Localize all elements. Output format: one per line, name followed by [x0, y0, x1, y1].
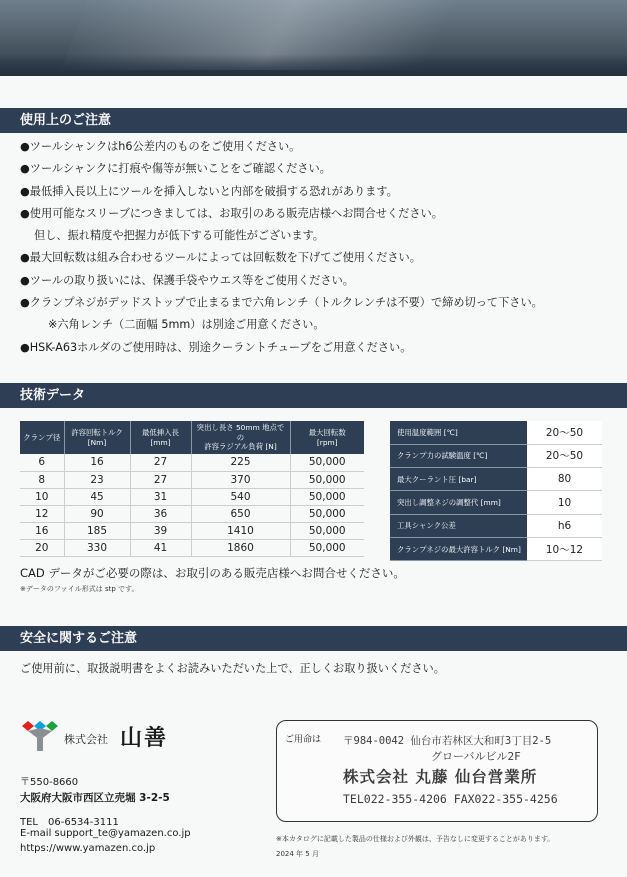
table-cell: 41: [130, 539, 191, 556]
table-cell: 50,000: [290, 471, 364, 488]
safety-text: ご使用前に、取扱説明書をよくお読みいただいた上で、正しくお取り扱いください。: [20, 662, 445, 675]
table-cell: 16: [20, 522, 64, 539]
table-cell: 50,000: [290, 488, 364, 505]
spec2-label: 使用温度範囲 [℃]: [390, 421, 527, 444]
usage-section-title: 使用上のご注意: [20, 113, 112, 128]
usage-note: ●ツールシャンクに打痕や傷等が無いことをご確認ください。: [20, 162, 331, 176]
usage-note: ●クランプネジがデッドストップで止まるまで六角レンチ（トルクレンチは不要）で締め切って下さい。: [20, 296, 543, 310]
usage-note: ●最低挿入長以上にツールを挿入しないと内部を破損する恐れがあります。: [20, 184, 398, 198]
spec2-value: h6: [527, 514, 602, 537]
table-cell: 90: [64, 505, 130, 522]
table-row: [20, 522, 364, 539]
table-row: [390, 444, 602, 467]
table-cell: 225: [191, 454, 290, 471]
spec2-value: 10: [527, 491, 602, 514]
dealer-address-line: 〒984-0042 仙台市若林区大和町3丁目2-5: [343, 735, 552, 747]
table-cell: 50,000: [290, 505, 364, 522]
cad-notice: CAD データがご必要の際は、お取引のある販売店様へお問合せください。: [20, 566, 405, 580]
table-cell: 185: [64, 522, 130, 539]
spec2-value: 20〜50: [527, 444, 602, 467]
safety-section-header: [0, 626, 627, 651]
tech-section-header: [0, 383, 627, 408]
table-cell: 27: [130, 471, 191, 488]
spec2-label: クランプ力の試験温度 [℃]: [390, 444, 527, 467]
table-row: [390, 491, 602, 514]
company-address: 大阪府大阪市西区立売堀 3-2-5: [20, 792, 170, 804]
spec-table-header-row: [20, 421, 364, 454]
spec-header: クランプ径: [20, 421, 64, 454]
spec-table: [20, 421, 364, 557]
table-cell: 650: [191, 505, 290, 522]
spec2-label: 最大クーラント圧 [bar]: [390, 468, 527, 491]
usage-notes-list: [20, 136, 620, 359]
spec2-label: 工具シャンク公差: [390, 514, 527, 537]
company-url: https://www.yamazen.co.jp: [20, 843, 156, 854]
hero-banner-image: [0, 0, 627, 76]
usage-note: 但し、振れ精度や把握力が低下する可能性がございます。: [34, 229, 324, 243]
company-name: 山善: [120, 725, 169, 751]
table-cell: 370: [191, 471, 290, 488]
dealer-stamp-box: [276, 720, 598, 822]
table-row: [20, 454, 364, 471]
table-cell: 1860: [191, 539, 290, 556]
usage-section-header: [0, 108, 627, 133]
tech-section-title: 技術データ: [20, 388, 86, 403]
table-cell: 16: [64, 454, 130, 471]
usage-note: ●ツールシャンクはh6公差内のものをご使用ください。: [20, 140, 301, 153]
table-cell: 12: [20, 505, 64, 522]
table-row: [390, 514, 602, 537]
spec2-label: 突出し調整ネジの調整代 [mm]: [390, 491, 527, 514]
spec-header: 最低挿入長 [mm]: [130, 421, 191, 454]
table-cell: 10: [20, 488, 64, 505]
table-cell: 6: [20, 454, 64, 471]
table-row: [390, 537, 602, 560]
usage-note: ●ツールの取り扱いには、保護手袋やウエス等をご使用ください。: [20, 273, 354, 287]
spec2-value: 10〜12: [527, 537, 602, 560]
yamazen-logo-icon: [20, 720, 60, 752]
table-row: [20, 488, 364, 505]
dealer-label: ご用命は: [285, 735, 322, 745]
table-cell: 50,000: [290, 522, 364, 539]
cad-file-format-note: ※データのファイル形式は stp です。: [20, 585, 139, 593]
spec2-label: クランプネジの最大許容トルク [Nm]: [390, 537, 527, 560]
table-cell: 27: [130, 454, 191, 471]
table-cell: 50,000: [290, 539, 364, 556]
table-cell: 31: [130, 488, 191, 505]
table-row: [20, 539, 364, 556]
spec-table-2: [390, 421, 602, 561]
table-cell: 540: [191, 488, 290, 505]
spec-header: 最大回転数 [rpm]: [290, 421, 364, 454]
company-tel: TEL 06-6534-3111: [20, 817, 119, 828]
company-prefix: 株式会社: [64, 733, 108, 746]
table-cell: 39: [130, 522, 191, 539]
company-postal-code: 〒550-8660: [20, 777, 79, 788]
spec-header: 突出し長さ 50mm 地点での 許容ラジアル負荷 [N]: [191, 421, 290, 454]
usage-note: ●最大回転数は組み合わせるツールによっては回転数を下げてご使用ください。: [20, 251, 421, 265]
table-row: [20, 505, 364, 522]
table-cell: 45: [64, 488, 130, 505]
usage-note: ●HSK-A63ホルダのご使用時は、別途クーラントチューブをご用意ください。: [20, 340, 412, 354]
table-row: [390, 421, 602, 444]
spec2-value: 80: [527, 468, 602, 491]
table-cell: 330: [64, 539, 130, 556]
dealer-name: 株式会社 丸藤 仙台営業所: [343, 767, 538, 786]
usage-note: ●使用可能なスリーブにつきましては、お取引のある販売店様へお問合せください。: [20, 206, 443, 220]
usage-note: ※六角レンチ（二面幅 5mm）は別途ご用意ください。: [48, 318, 325, 332]
table-cell: 50,000: [290, 454, 364, 471]
dealer-building-line: グローバルビル2F: [431, 750, 521, 763]
table-cell: 23: [64, 471, 130, 488]
table-cell: 1410: [191, 522, 290, 539]
safety-section-title: 安全に関するご注意: [20, 631, 138, 646]
dealer-phone-fax: TEL022-355-4206 FAX022-355-4256: [343, 792, 558, 806]
spec-change-footnote: ※本カタログに記載した製品の仕様および外観は、予告なしに変更することがあります。: [276, 835, 555, 843]
table-cell: 20: [20, 539, 64, 556]
spec2-value: 20〜50: [527, 421, 602, 444]
spec-header: 許容回転トルク [Nm]: [64, 421, 130, 454]
table-row: [20, 471, 364, 488]
publication-date: 2024 年 5 月: [276, 850, 319, 858]
table-row: [390, 468, 602, 491]
table-cell: 36: [130, 505, 191, 522]
company-email: E-mail support_te@yamazen.co.jp: [20, 828, 191, 839]
table-cell: 8: [20, 471, 64, 488]
